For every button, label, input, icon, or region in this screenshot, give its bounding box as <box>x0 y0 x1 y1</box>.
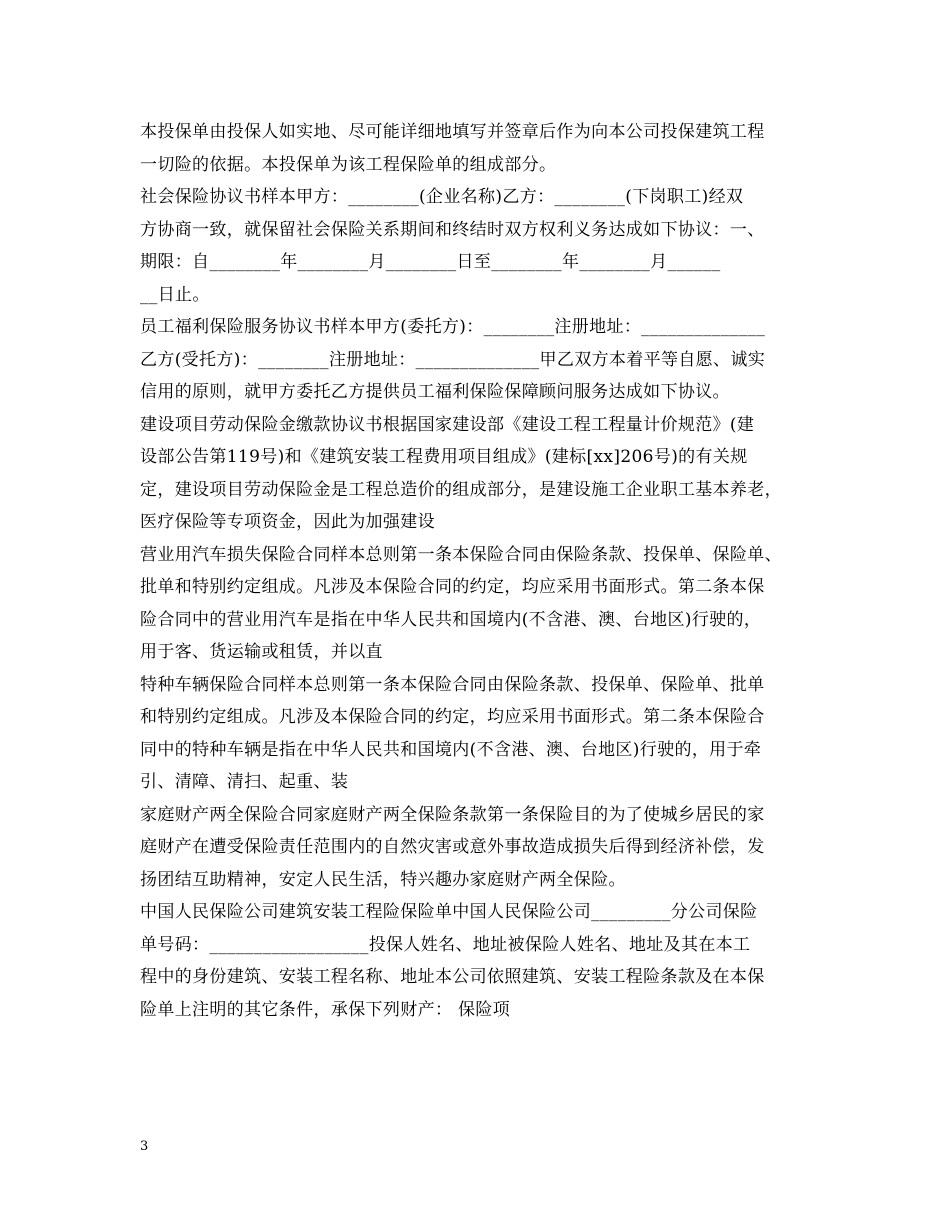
text-line: 方协商一致，就保留社会保险关系期间和终结时双方权利义务达成如下协议：一、 <box>140 219 765 240</box>
text-line: 引、清障、清扫、起重、装 <box>140 772 349 792</box>
text-line: 同中的特种车辆是指在中华人民共和国境内(不含港、澳、台地区)行驶的，用于牵 <box>140 739 762 760</box>
text-line: 批单和特别约定组成。凡涉及本保险合同的约定，均应采用书面形式。第二条本保 <box>140 577 765 597</box>
text-line: 定，建设项目劳动保险金是工程总造价的组成部分，是建设施工企业职工基本养老， <box>140 479 782 500</box>
text-line: 社会保险协议书样本甲方：________(企业名称)乙方：________(下岗职工)经双 <box>140 187 744 207</box>
document-body <box>140 116 830 1026</box>
text-line: 扬团结互助精神，安定人民生活，特兴趣办家庭财产两全保险。 <box>140 869 626 890</box>
text-line: 险单上注明的其它条件，承保下列财产： 保险项 <box>140 999 511 1020</box>
text-line: 程中的身份建筑、安装工程名称、地址本公司依照建筑、安装工程险条款及在本保 <box>140 967 765 987</box>
text-line: 一切险的依据。本投保单为该工程保险单的组成部分。 <box>140 154 557 175</box>
text-line: 家庭财产两全保险合同家庭财产两全保险条款第一条保险目的为了使城乡居民的家 <box>140 804 765 825</box>
text-line: 险合同中的营业用汽车是指在中华人民共和国境内(不含港、澳、台地区)行驶的， <box>140 609 762 630</box>
page-number: 3 <box>140 1139 149 1154</box>
text-line: 营业用汽车损失保险合同样本总则第一条本保险合同由保险条款、投保单、保险单、 <box>140 544 782 565</box>
text-line: 期限：自________年________月________日至________年________月______ <box>140 252 721 272</box>
text-line: 用于客、货运输或租赁，并以直 <box>140 642 383 662</box>
text-line: 单号码：__________________投保人姓名、地址被保险人姓名、地址及其在本工 <box>140 934 751 955</box>
text-line: __日止。 <box>140 284 210 305</box>
text-line: 本投保单由投保人如实地、尽可能详细地填写并签章后作为向本公司投保建筑工程 <box>140 122 765 142</box>
text-line: 乙方(受托方)：________注册地址：______________甲乙双方本着平等自愿、诚实 <box>140 349 766 370</box>
text-line: 建设项目劳动保险金缴款协议书根据国家建设部《建设工程工程量计价规范》(建 <box>140 414 755 435</box>
text-line: 庭财产在遭受保险责任范围内的自然灾害或意外事故造成损失后得到经济补偿，发 <box>140 837 765 857</box>
text-line: 员工福利保险服务协议书样本甲方(委托方)：________注册地址：______________ <box>140 317 766 337</box>
text-line: 特种车辆保险合同样本总则第一条本保险合同由保险条款、投保单、保险单、批单 <box>140 674 765 695</box>
text-line: 中国人民保险公司建筑安装工程险保险单中国人民保险公司_________分公司保险 <box>140 902 758 922</box>
text-line: 和特别约定组成。凡涉及本保险合同的约定，均应采用书面形式。第二条本保险合 <box>140 707 765 727</box>
text-line: 信用的原则，就甲方委托乙方提供员工福利保险保障顾问服务达成如下协议。 <box>140 382 730 402</box>
text-line: 医疗保险等专项资金，因此为加强建设 <box>140 512 435 532</box>
text-line: 设部公告第119号)和《建筑安装工程费用项目组成》(建标[xx]206号)的有关规 <box>140 447 748 467</box>
